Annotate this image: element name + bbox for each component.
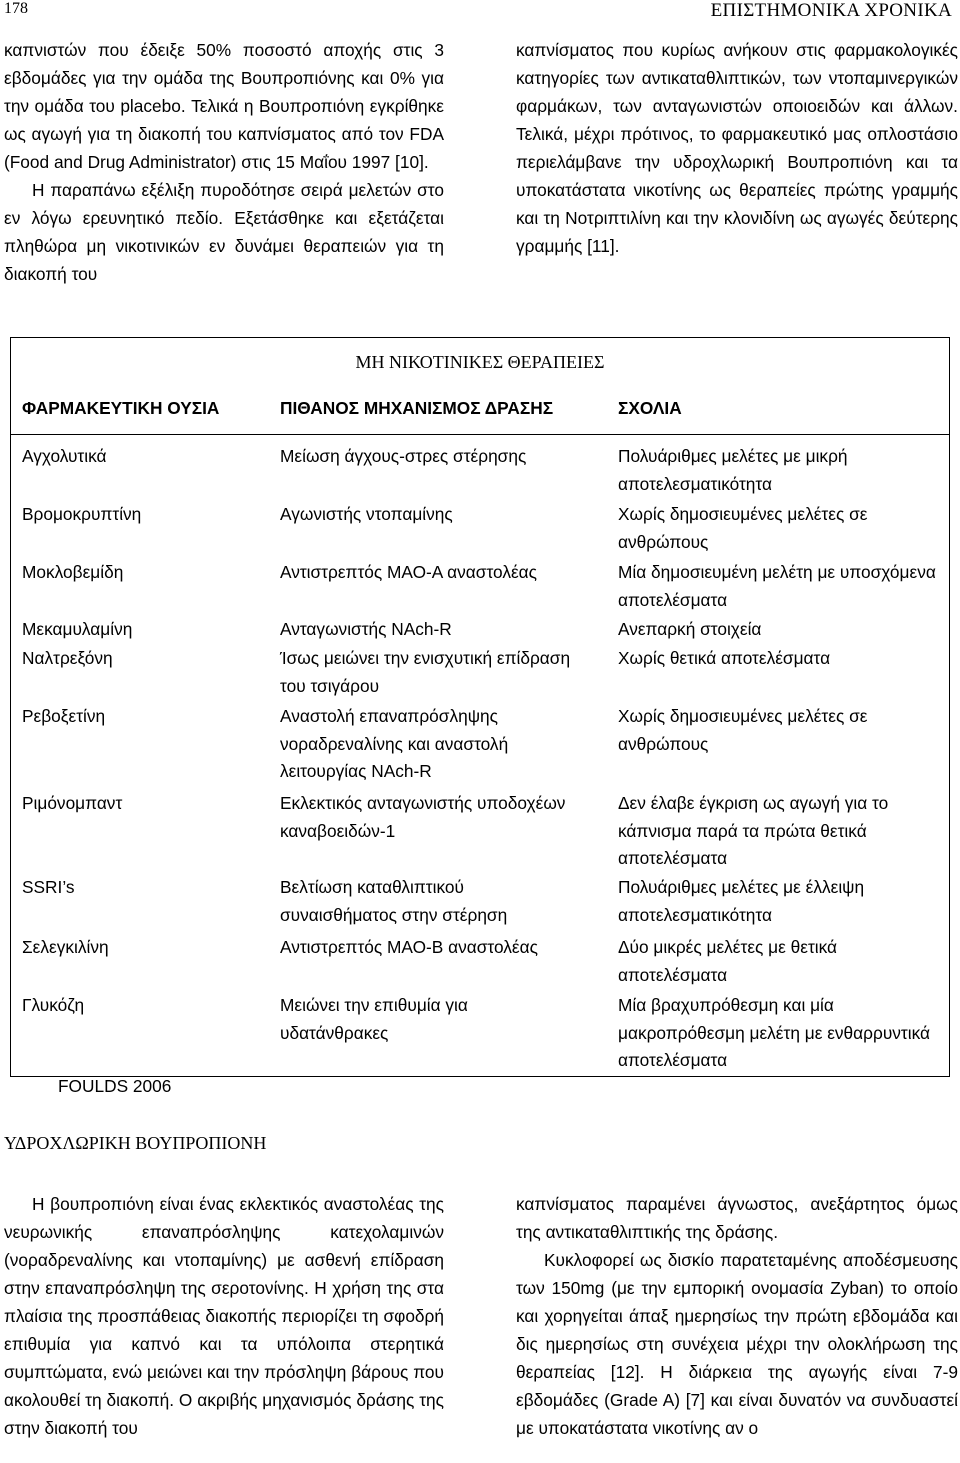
cell-mechanism: Μείωση άγχους-στρες στέρησης — [280, 446, 527, 466]
cell-substance: Ριμόνομπαντ — [22, 793, 123, 813]
paragraph: Η βουπροπιόνη είναι ένας εκλεκτικός αναστολέας της νευρωνικής επαναπρόσληψης κατεχολαμινών (νοραδρεναλίνης και ντοπαμίνης) με ασθενή επίδραση στην επαναπρόσληψη της σεροτονίνης. Η χρήση της στα πλαίσια της προσπάθειας διακοπής περιορίζει τη σφοδρή επιθυμία για καπνό και τα υπόλοιπα στερητικά συμπτώματα, ενώ μειώνει και την πρόσληψη βάρους που ακολουθεί τη διακοπή. Ο ακριβής μηχανισμός δράσης της στην διακοπή του — [4, 1194, 444, 1438]
cell-mechanism: Αντιστρεπτός ΜΑΟ-Α αναστολέας — [280, 562, 537, 582]
cell-comment: Χωρίς δημοσιευμένες μελέτες σε ανθρώπους — [618, 706, 868, 754]
paragraph: καπνιστών που έδειξε 50% ποσοστό αποχής στις 3 εβδομάδες για την ομάδα της Βουπροπιόνης και 0% για την ομάδα του placebo. Τελικά η Βουπροπιόνη εγκρίθηκε ως αγωγή για τη διακοπή του καπνίσματος από τον FDA (Food and Drug Administrator) στις 15 Μαΐου 1997 [10]. — [4, 40, 444, 172]
cell-substance: SSRI’s — [22, 877, 75, 897]
paragraph: καπνίσματος που κυρίως ανήκουν στις φαρμακολογικές κατηγορίες των αντικαταθλιπτικών, των ντοπαμινεργικών φαρμάκων, των ανταγωνιστών οποιοειδών και άλλων. Τελικά, μέχρι πρότινος, το φαρμακευτικό μας οπλοστάσιο περιελάμβανε την υδροχλωρική Βουπροπιόνη και τα υποκατάστατα νικοτίνης ως θεραπείες πρώτης γραμμής και τη Νοτριπτιλίνη και την κλονιδίνη ως αγωγές δεύτερης γραμμής [11]. — [516, 40, 958, 256]
cell-substance: Μοκλοβεμίδη — [22, 562, 124, 582]
body-left-column — [4, 1190, 444, 1442]
cell-mechanism: Μειώνει την επιθυμία για υδατάνθρακες — [280, 995, 468, 1043]
cell-comment: Χωρίς δημοσιευμένες μελέτες σε ανθρώπους — [618, 504, 868, 552]
cell-comment: Πολυάριθμες μελέτες με έλλειψη αποτελεσματικότητα — [618, 877, 865, 925]
paragraph: καπνίσματος παραμένει άγνωστος, ανεξάρτητος όμως της αντικαταθλιπτικής της δράσης. — [516, 1194, 958, 1242]
cell-substance: Ναλτρεξόνη — [22, 648, 113, 668]
cell-substance: Ρεβοξετίνη — [22, 706, 106, 726]
intro-left-column — [4, 36, 444, 288]
table-title: ΜΗ ΝΙΚΟΤΙΝΙΚΕΣ ΘΕΡΑΠΕΙΕΣ — [355, 352, 605, 372]
cell-comment: Μία δημοσιευμένη μελέτη με υποσχόμενα αποτελέσματα — [618, 562, 936, 610]
journal-title: ΕΠΙΣΤΗΜΟΝΙΚΑ ΧΡΟΝΙΚΑ — [710, 0, 952, 21]
table-source: FOULDS 2006 — [58, 1076, 172, 1096]
cell-mechanism: Βελτίωση καταθλιπτικού συναισθήματος στην στέρηση — [280, 877, 508, 925]
header-comments: ΣΧΟΛΙΑ — [618, 398, 682, 418]
cell-mechanism: Ανταγωνιστής NAch-R — [280, 619, 452, 639]
cell-comment: Χωρίς θετικά αποτελέσματα — [618, 648, 831, 668]
cell-comment: Ανεπαρκή στοιχεία — [618, 619, 762, 639]
cell-substance: Μεκαμυλαμίνη — [22, 619, 133, 639]
cell-comment: Δεν έλαβε έγκριση ως αγωγή για το κάπνισμα παρά τα πρώτα θετικά αποτελέσματα — [618, 793, 889, 868]
header-mechanism: ΠΙΘΑΝΟΣ ΜΗΧΑΝΙΣΜΟΣ ΔΡΑΣΗΣ — [280, 398, 554, 418]
cell-mechanism: Εκλεκτικός ανταγωνιστής υποδοχέων καναβοειδών-1 — [280, 793, 566, 841]
paragraph: Κυκλοφορεί ως δισκίο παρατεταμένης αποδέσμευσης των 150mg (με την εμπορική ονομασία Zyban) το οποίο και χορηγείται άπαξ ημερησίως την πρώτη εβδομάδα και δις ημερησίως στη συνέχεια μέχρι την ολοκλήρωση της θεραπείας [12]. Η διάρκεια της αγωγής είναι 7-9 εβδομάδες (Grade A) [7] και είναι δυνατόν να συνδυαστεί με υποκατάστατα νικοτίνης αν ο — [516, 1250, 958, 1438]
header-divider — [10, 434, 950, 435]
cell-substance: Αγχολυτικά — [22, 446, 107, 466]
header-substance: ΦΑΡΜΑΚΕΥΤΙΚΗ ΟΥΣΙΑ — [22, 398, 220, 418]
paragraph: Η παραπάνω εξέλιξη πυροδότησε σειρά μελετών στο εν λόγω ερευνητικό πεδίο. Εξετάσθηκε και εξετάζεται πληθώρα μη νικοτινικών εν δυνάμει θεραπειών για τη διακοπή του — [4, 180, 444, 284]
cell-substance: Βρομοκρυπτίνη — [22, 504, 142, 524]
page-number: 178 — [4, 0, 28, 17]
cell-comment: Πολυάριθμες μελέτες με μικρή αποτελεσματικότητα — [618, 446, 848, 494]
cell-mechanism: Αντιστρεπτός ΜΑΟ-Β αναστολέας — [280, 937, 538, 957]
cell-mechanism: Αναστολή επαναπρόσληψης νοραδρεναλίνης και αναστολή λειτουργίας NAch-R — [280, 706, 509, 781]
body-right-column — [516, 1190, 958, 1442]
section-title: ΥΔΡΟΧΛΩΡΙΚΗ ΒΟΥΠΡΟΠΙΟΝΗ — [4, 1133, 267, 1153]
cell-mechanism: Αγωνιστής ντοπαμίνης — [280, 504, 453, 524]
cell-substance: Γλυκόζη — [22, 995, 85, 1015]
cell-comment: Μία βραχυπρόθεσμη και μία μακροπρόθεσμη μελέτη με ενθαρρυντικά αποτελέσματα — [618, 995, 930, 1070]
cell-mechanism: Ίσως μειώνει την ενισχυτική επίδραση του τσιγάρου — [280, 648, 571, 696]
cell-comment: Δύο μικρές μελέτες με θετικά αποτελέσματα — [618, 937, 838, 985]
cell-substance: Σελεγκιλίνη — [22, 937, 109, 957]
intro-right-column — [516, 36, 958, 260]
